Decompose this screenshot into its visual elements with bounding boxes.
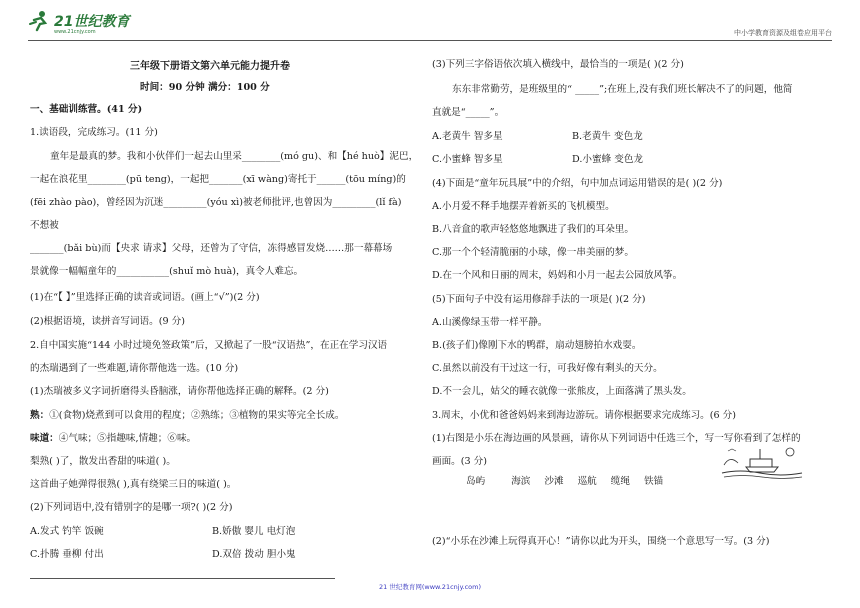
question-2-cont: 的杰瑞遇到了一些难题,请你帮他选一选。(10 分) [30,363,239,374]
logo-url: www.21cnjy.com [54,29,96,35]
question-2-1: (1)杰瑞被多义字词折磨得头昏脑涨，请你帮他选择正确的解释。(2 分) [30,386,329,397]
option-b: B.八音盒的歌声轻悠悠地飘进了我们的耳朵里。 [432,224,634,235]
option-c: C.虽然以前没有干过这一行，可我好像有剩头的天分。 [432,363,663,374]
passage-line: _______(bǎi bù)而【央求 请求】父母，还曾为了守信，冻得感冒发烧……那一幕幕场 [30,243,393,254]
question-1: 1.读语段，完成练习。(11 分) [30,127,158,138]
word-item: 岛屿 [466,476,486,487]
header-divider [28,40,832,41]
sentence-1: 梨熟( )了，散发出香甜的味道( )。 [30,456,176,467]
exam-title: 三年级下册语文第六单元能力提升卷 [130,61,290,72]
question-4: (4)下面是“童年玩具展”中的介绍，句中加点词运用错误的是( )(2 分) [432,178,723,189]
page-header [28,10,832,40]
option-b: B.(孩子们)像刚下水的鸭群，扇动翅膀拍水戏耍。 [432,340,642,351]
question-6-1-cont: 画面。(3 分) [432,456,488,467]
option-a: A.发式 钓竿 饭碗 [30,526,104,537]
word-item: 缆绳 [610,476,630,487]
word-item: 铁锚 [643,476,664,487]
question-6-1: (1)右图是小乐在海边画的风景画，请你从下列词语中任选三个，写一写你看到了怎样的 [432,433,801,444]
logo-text: 21世纪教育 [54,14,130,30]
passage-line: 景就像一幅幅童年的___________(shuǐ mò huà)，真令人难忘。 [30,266,304,277]
option-d: D.小蜜蜂 变色龙 [572,154,644,165]
word-item: 巡航 [577,476,597,487]
question-3-text: 东东非常勤劳，是班级里的“ _____”;在班上,没有我们班长解决不了的问题，他简 [452,84,793,95]
option-d: D.不一会儿，姑父的睡衣就像一张熊皮，上面落满了黑头发。 [432,386,692,397]
definition-label: 熟： [30,410,50,421]
definition-shu [30,407,345,421]
question-3: (3)下列三字俗语依次填入横线中，最恰当的一项是( )(2 分) [432,59,684,70]
option-a: A.小月爱不释手地摆弄着新买的飞机模型。 [432,201,615,212]
definition-text: ④气味；⑤指趣味,情趣；⑥味。 [58,433,197,444]
definition-text: ①(食物)烧煮到可以食用的程度；②熟练；③植物的果实等完全长成。 [49,410,345,421]
sentence-2: 这首曲子她弹得很熟( ),真有绕梁三日的味道( )。 [30,479,237,490]
question-6: 3.周末，小优和爸爸妈妈来到海边游玩。请你根据要求完成练习。(6 分) [432,410,737,421]
passage-line: 一起在浪花里________(pū teng)，一起把_______(xī wàng)寄托于______(tōu míng)的 [30,174,406,185]
runner-logo-icon [28,10,50,32]
word-item: 海滨 [511,476,531,487]
question-3-text: 直就是“_____”。 [432,107,505,118]
question-1-1: (1)在“【 】”里选择正确的读音或词语。(画上“√”)(2 分) [30,292,260,303]
option-c: C.那一个个轻清脆丽的小球，像一串美丽的梦。 [432,247,634,258]
definition-label: 味道： [30,433,59,444]
platform-name: 中小学教育资源及组卷应用平台 [734,29,832,37]
footer-divider [30,578,335,579]
exam-time: 时间：90 分钟 满分：100 分 [140,82,270,93]
option-a: A.老黄牛 智多星 [432,131,503,142]
passage-line: 不想被 [30,220,59,231]
word-item: 沙滩 [544,476,564,487]
option-c: C.小蜜蜂 智多星 [432,154,503,165]
option-b: B.老黄牛 变色龙 [572,131,643,142]
question-2: 2.自中国实施“144 小时过境免签政策”后，又掀起了一股“汉语热”，在正在学习汉语 [30,340,388,351]
option-a: A.山溪像绿玉带一样平静。 [432,317,548,328]
option-b: B.娇傲 婴儿 电灯泡 [212,526,296,537]
question-2-2: (2)下列词语中,没有错别字的是哪一项?( )(2 分) [30,502,233,513]
word-bank [466,473,663,487]
seaside-drawing-image [720,443,804,483]
question-5: (5)下面句子中没有运用修辞手法的一项是( )(2 分) [432,294,646,305]
passage-line: 童年是最真的梦。我和小伙伴们一起去山里采________(mó gu)、和【hé huò】泥巴， [50,151,419,162]
section-1-heading: 一、基础训练营。(41 分) [30,104,143,115]
question-1-2: (2)根据语境，读拼音写词语。(9 分) [30,316,185,327]
page-footer: 21 世纪教育网(www.21cnjy.com) [379,583,481,591]
definition-weidao [30,430,196,444]
passage-line: (fēi zhào pào)，曾经因为沉迷_________(yóu xì)被老师批评,也曾因为_________(lǐ fà) [30,197,402,208]
question-6-2: (2)“小乐在沙滩上玩得真开心！”请你以此为开头，围绕一个意思写一写。(3 分) [432,536,770,547]
option-d: D.双倍 拨动 胆小鬼 [212,549,296,560]
option-c: C.扑腾 垂柳 付出 [30,549,104,560]
option-d: D.在一个风和日丽的周末，妈妈和小月一起去公园放风筝。 [432,270,683,281]
